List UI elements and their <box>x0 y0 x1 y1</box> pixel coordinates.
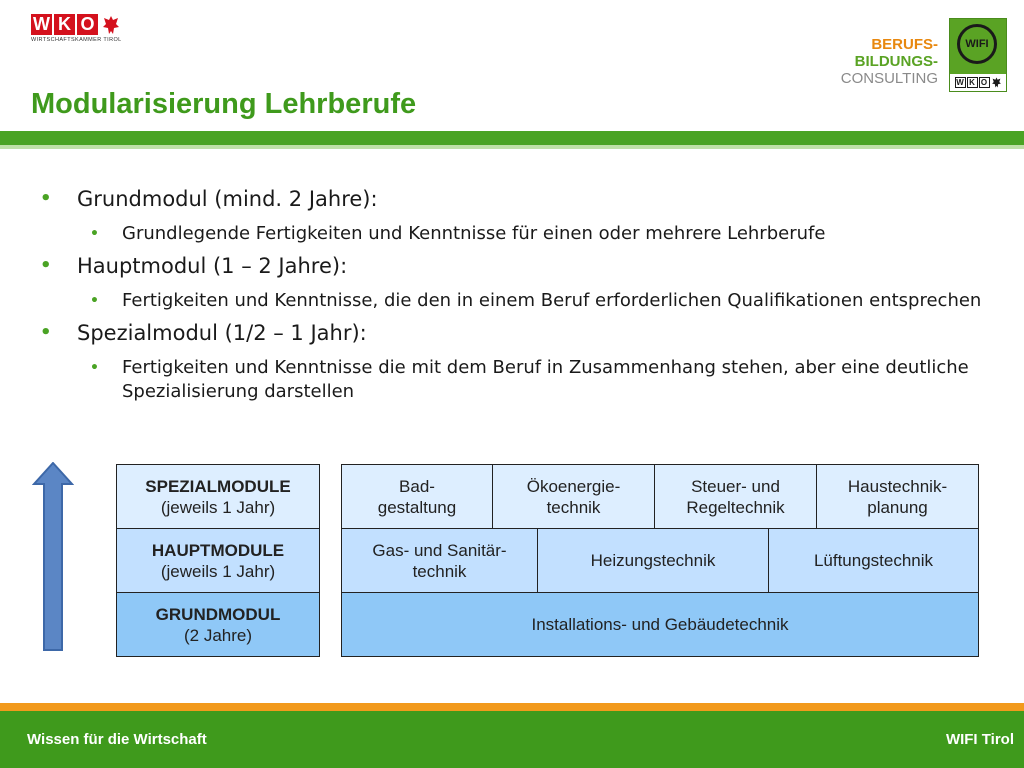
page-title: Modularisierung Lehrberufe <box>31 88 417 120</box>
bullet-spezialmodul <box>40 320 1000 346</box>
module-detail-grid <box>341 464 979 657</box>
module-cell: Haustechnik- planung <box>817 465 979 529</box>
bullet-text: Grundmodul (mind. 2 Jahre): <box>77 187 378 211</box>
wko-letter: W <box>33 14 50 34</box>
level-duration: (jeweils 1 Jahr) <box>160 497 276 517</box>
wifi-wko-bar <box>950 74 1006 91</box>
row-grundmodul <box>341 593 979 657</box>
bullet-dot-icon: • <box>90 360 99 376</box>
level-duration: (jeweils 1 Jahr) <box>160 561 276 581</box>
sub-bullet-text: Fertigkeiten und Kenntnisse die mit dem Beruf in Zusammenhang stehen, aber eine deutliche Spezialisierung darstellen <box>122 357 969 402</box>
sub-bullet-text: Grundlegende Fertigkeiten und Kenntnisse für einen oder mehrere Lehrberufe <box>122 223 826 244</box>
bullet-grundmodul <box>40 186 1000 212</box>
level-duration: (2 Jahre) <box>183 625 253 645</box>
wifi-mini-letter: O <box>979 77 990 88</box>
row-hauptmodule <box>341 529 979 593</box>
up-arrow-icon <box>32 462 74 652</box>
bullet-dot-icon: • <box>40 188 52 209</box>
wifi-eagle-icon <box>991 73 1002 92</box>
module-cell: Steuer- und Regeltechnik <box>655 465 817 529</box>
bullet-dot-icon: • <box>40 322 52 343</box>
module-cell: Lüftungstechnik <box>769 529 979 593</box>
footer-slogan: Wissen für die Wirtschaft <box>27 731 207 748</box>
wko-letter: O <box>77 14 98 35</box>
wifi-circle-icon <box>957 24 997 64</box>
footer-accent-stripe <box>0 703 1024 711</box>
bullet-text: Hauptmodul (1 – 2 Jahre): <box>77 254 348 278</box>
sub-bullet-text: Fertigkeiten und Kenntnisse, die den in einem Beruf erforderlichen Qualifikationen entsprechen <box>122 290 982 311</box>
footer-bar <box>0 711 1024 768</box>
bullet-text: Spezialmodul (1/2 – 1 Jahr): <box>77 321 367 345</box>
module-cell: Bad- gestaltung <box>342 465 493 529</box>
wifi-word: WIFI <box>965 38 989 50</box>
title-divider-light <box>0 145 1024 149</box>
level-name: SPEZIALMODULE <box>145 476 291 496</box>
level-grundmodul <box>117 593 320 657</box>
bullet-hauptmodul <box>40 253 1000 279</box>
wko-letter: K <box>54 14 75 35</box>
bullet-dot-icon: • <box>90 293 99 309</box>
wifi-mini-letter: W <box>956 78 964 87</box>
row-spezialmodule <box>341 464 979 529</box>
wifi-mini-letter: K <box>967 77 978 88</box>
wifi-logo <box>949 18 1007 92</box>
module-level-table <box>116 464 320 657</box>
bullet-list <box>40 186 1000 411</box>
bbc-line-2: BILDUNGS- <box>854 53 938 70</box>
module-cell: Heizungstechnik <box>538 529 769 593</box>
level-spezialmodule <box>117 465 320 529</box>
berufsbildungs-consulting-logo <box>841 36 938 87</box>
tirol-eagle-icon <box>100 14 121 35</box>
footer-brand: WIFI Tirol <box>945 731 1014 748</box>
level-hauptmodule <box>117 529 320 593</box>
sub-bullet <box>40 356 1000 404</box>
bullet-dot-icon: • <box>90 226 99 242</box>
bullet-dot-icon: • <box>40 255 52 276</box>
level-name: HAUPTMODULE <box>151 540 285 560</box>
sub-bullet <box>40 222 1000 246</box>
bbc-line-3: CONSULTING <box>840 70 938 87</box>
module-cell: Ökoenergie- technik <box>493 465 655 529</box>
module-cell: Installations- und Gebäudetechnik <box>342 593 979 657</box>
wko-logo <box>31 14 127 46</box>
level-name: GRUNDMODUL <box>155 604 281 624</box>
wko-subtitle: WIRTSCHAFTSKAMMER TIROL <box>31 37 122 43</box>
module-cell: Gas- und Sanitär- technik <box>342 529 538 593</box>
bbc-line-1: BERUFS- <box>871 36 938 53</box>
title-divider <box>0 131 1024 145</box>
sub-bullet <box>40 289 1000 313</box>
